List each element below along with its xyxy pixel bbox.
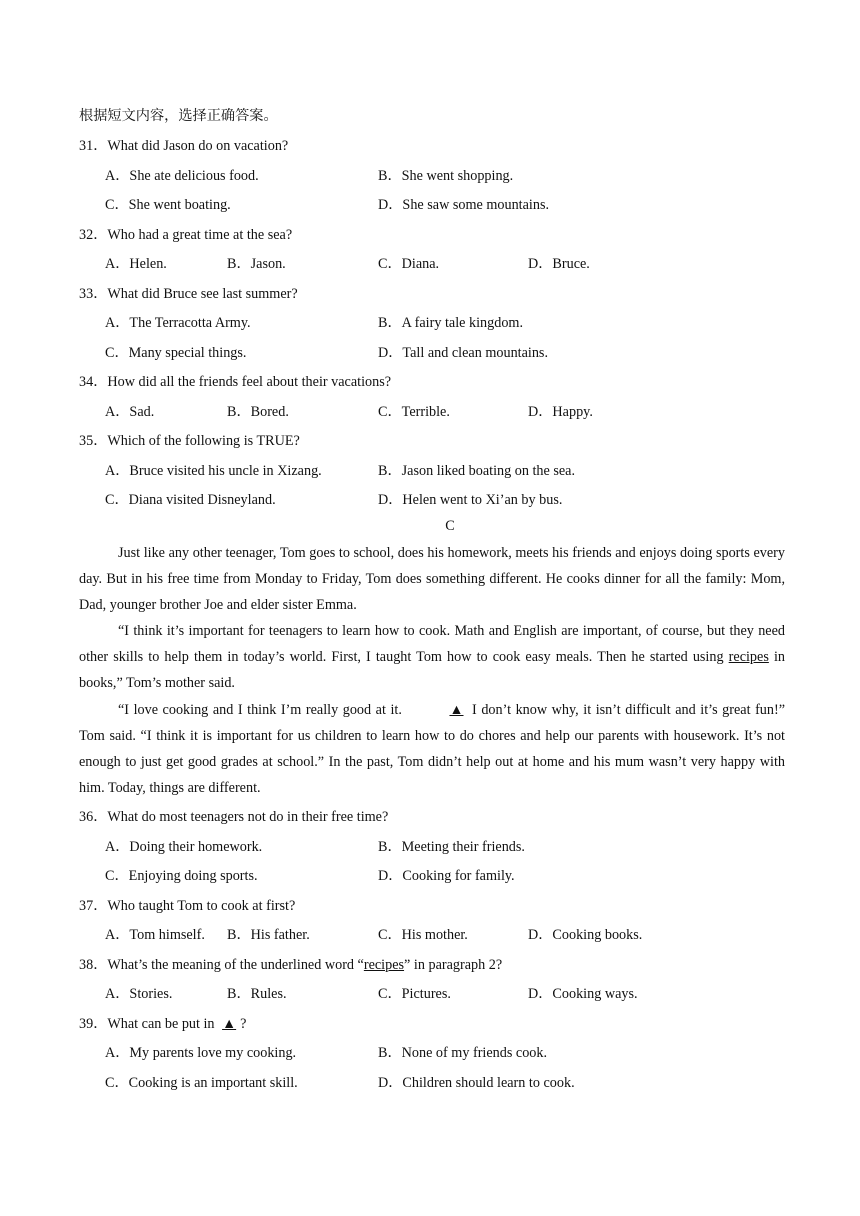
q36-option-c: C．Enjoying doing sports. (105, 868, 258, 884)
question-37: 37．Who taught Tom to cook at first? (79, 898, 296, 914)
question-36: 36．What do most teenagers not do in their free time? (79, 809, 389, 825)
q32-option-d: D．Bruce. (528, 256, 590, 272)
blank-marker: ▲ (449, 702, 464, 718)
q34-option-c: C．Terrible. (378, 404, 450, 420)
q39-option-c: C．Cooking is an important skill. (105, 1075, 298, 1091)
q32-option-b: B．Jason. (227, 256, 286, 272)
q37-option-b: B．His father. (227, 927, 310, 943)
q35-option-a: A．Bruce visited his uncle in Xizang. (105, 463, 322, 479)
q31-option-d: D．She saw some mountains. (378, 197, 550, 213)
passage-paragraph-3: “I love cooking and I think I’m really good at it. ▲ I don’t know why, it isn’t difficult and it’s great fun!” Tom said. “I think it is important for us children to learn how to do chores and help our parents with housework. It’s not enough to just get good grades at school.” In the past, Tom didn’t help out at home and his mum wasn’t very happy with him. Today, things are different. (79, 697, 785, 801)
section-c-heading: C (445, 518, 455, 534)
q38-option-a: A．Stories. (105, 986, 173, 1002)
q34-option-b: B．Bored. (227, 404, 289, 420)
q33-option-a: A．The Terracotta Army. (105, 315, 251, 331)
passage-paragraph-1: Just like any other teenager, Tom goes to school, does his homework, meets his friends and enjoys doing sports every day. But in his free time from Monday to Friday, Tom does something different. He cooks dinner for all the family: Mom, Dad, younger brother Joe and elder sister Emma. (79, 545, 785, 613)
underlined-word-recipes-q38: recipes (363, 957, 405, 973)
q31-option-a: A．She ate delicious food. (105, 168, 259, 184)
q32-option-c: C．Diana. (378, 256, 440, 272)
q37-option-d: D．Cooking books. (528, 927, 643, 943)
q36-option-b: B．Meeting their friends. (378, 839, 525, 855)
q35-option-c: C．Diana visited Disneyland. (105, 492, 276, 508)
q32-option-a: A．Helen. (105, 256, 167, 272)
q39-option-a: A．My parents love my cooking. (105, 1045, 297, 1061)
blank-marker-q39: ▲ (222, 1016, 237, 1032)
question-31: 31．What did Jason do on vacation? (79, 138, 289, 154)
passage-paragraph-2: “I think it’s important for teenagers to learn how to cook. Math and English are important, of course, but they need other skills to help them in today’s world. First, I taught Tom how to cook easy meals. Then he started using recipes in books,” Tom’s mother said. (79, 623, 785, 691)
q39-option-b: B．None of my friends cook. (378, 1045, 548, 1061)
q33-option-d: D．Tall and clean mountains. (378, 345, 548, 361)
q35-option-b: B．Jason liked boating on the sea. (378, 463, 576, 479)
q36-option-a: A．Doing their homework. (105, 839, 263, 855)
q34-option-a: A．Sad. (105, 404, 155, 420)
q36-option-d: D．Cooking for family. (378, 868, 515, 884)
q38-option-d: D．Cooking ways. (528, 986, 638, 1002)
q37-option-c: C．His mother. (378, 927, 468, 943)
q31-option-c: C．She went boating. (105, 197, 231, 213)
question-33: 33．What did Bruce see last summer? (79, 286, 298, 302)
q35-option-d: D．Helen went to Xi’an by bus. (378, 492, 563, 508)
q38-option-b: B．Rules. (227, 986, 287, 1002)
q39-option-d: D．Children should learn to cook. (378, 1075, 575, 1091)
q38-option-c: C．Pictures. (378, 986, 451, 1002)
question-34: 34．How did all the friends feel about their vacations? (79, 374, 392, 390)
underlined-word-recipes: recipes (728, 649, 769, 665)
question-38: 38．What’s the meaning of the underlined word “recipes” in paragraph 2? (79, 957, 503, 973)
q37-option-a: A．Tom himself. (105, 927, 205, 943)
question-39: 39．What can be put in ▲ ? (79, 1016, 247, 1032)
q33-option-c: C．Many special things. (105, 345, 247, 361)
instruction: 根据短文内容，选择正确答案。 (79, 108, 278, 124)
q31-option-b: B．She went shopping. (378, 168, 514, 184)
question-35: 35．Which of the following is TRUE? (79, 433, 300, 449)
question-32: 32．Who had a great time at the sea? (79, 227, 293, 243)
q34-option-d: D．Happy. (528, 404, 593, 420)
q33-option-b: B．A fairy tale kingdom. (378, 315, 524, 331)
